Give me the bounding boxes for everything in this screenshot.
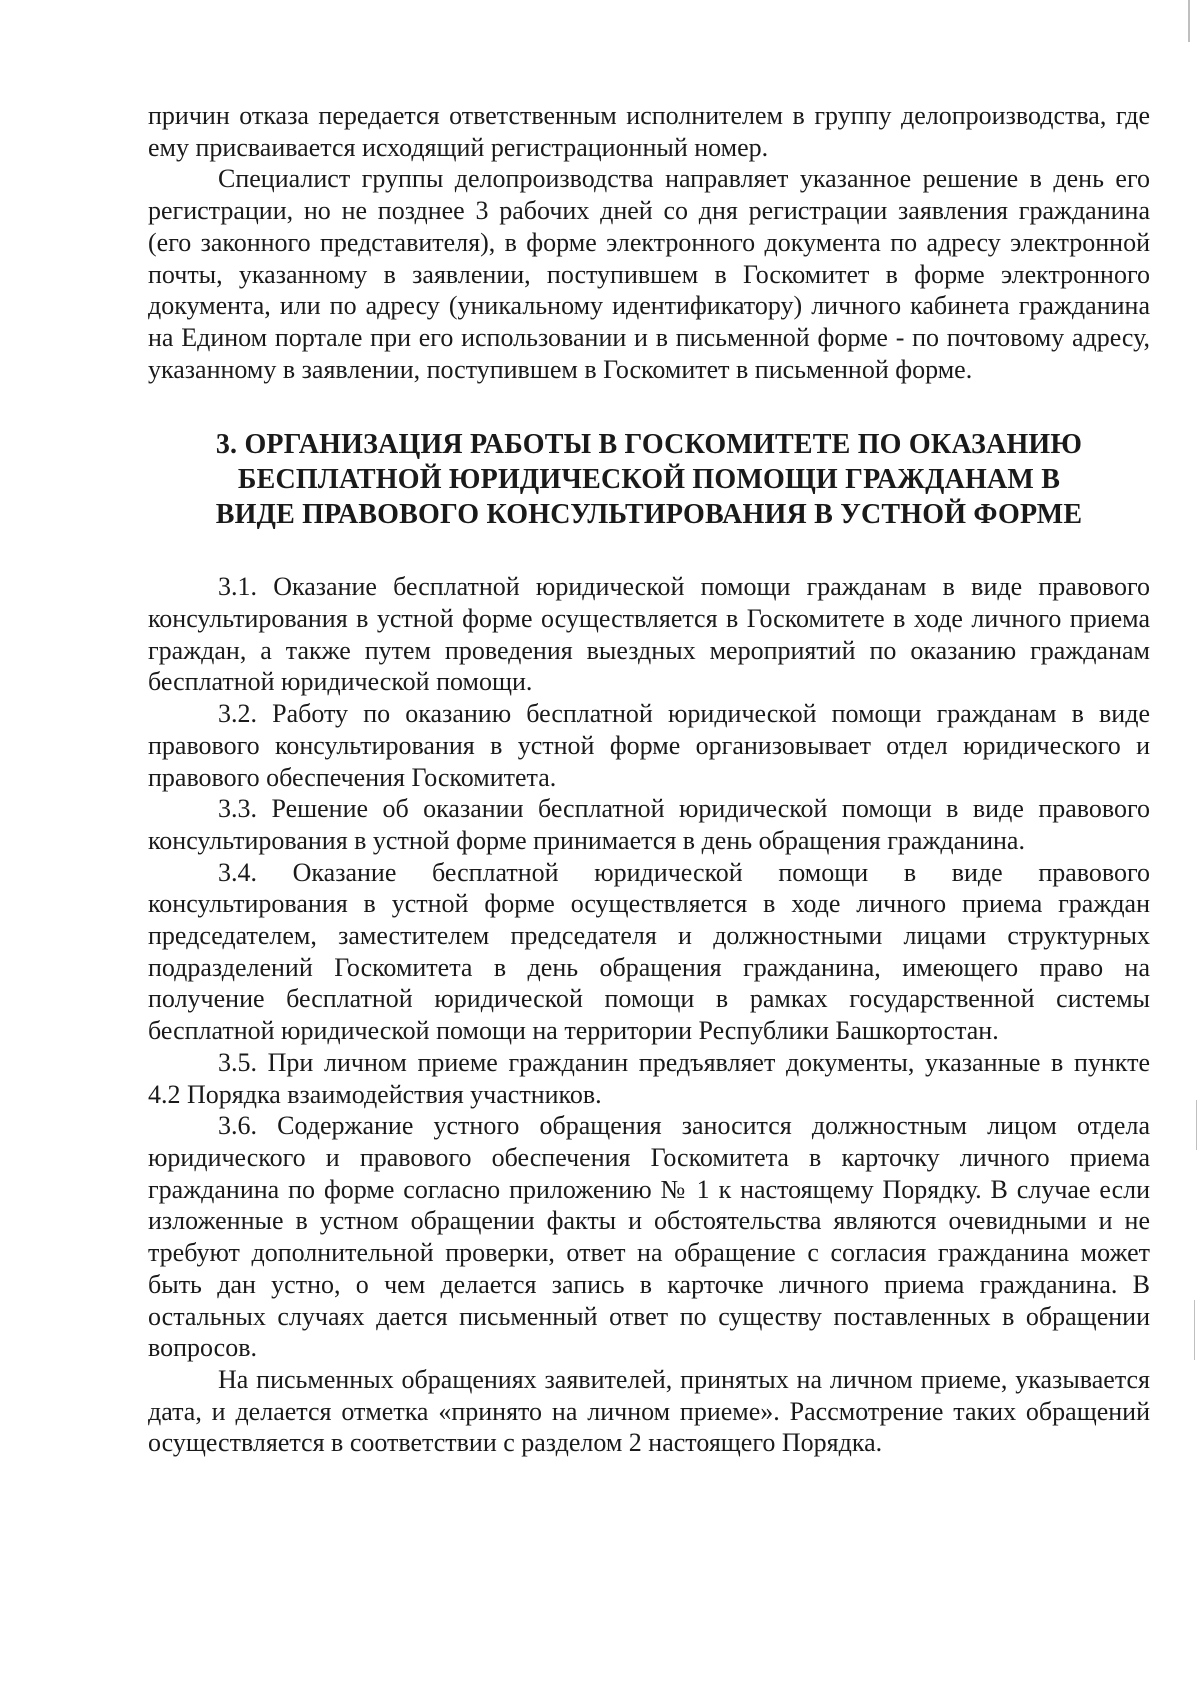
paragraph-3-1: 3.1. Оказание бесплатной юридической помощи гражданам в виде правового консультирования в устной форме осуществляется в Госкомитете в ходе личного приема граждан, а также путем проведения выездных мероприятий по оказанию гражданам бесплатной юридической помощи. <box>148 572 1150 697</box>
paragraph-final: На письменных обращениях заявителей, принятых на личном приеме, указывается дата, и делается отметка «принято на личном приеме». Рассмотрение таких обращений осуществляется в соответствии с разделом 2 настоящего Порядка. <box>148 1364 1150 1458</box>
paragraph-intro-registrar: Специалист группы делопроизводства направляет указанное решение в день его регистрации, но не позднее 3 рабочих дней со дня регистрации заявления гражданина (его законного представителя), в форме электронного документа по адресу электронной почты, указанному в заявлении, поступившем в Госкомитет в форме электронного документа, или по адресу (уникальному идентификатору) личного кабинета гражданина на Едином портале при его использовании и в письменной форме - по почтовому адресу, указанному в заявлении, поступившем в Госкомитет в письменной форме. <box>148 164 1150 384</box>
section-heading-line-1: 3. ОРГАНИЗАЦИЯ РАБОТЫ В ГОСКОМИТЕТЕ ПО ОКАЗАНИЮ <box>215 429 1083 461</box>
paragraph-3-5: 3.5. При личном приеме гражданин предъявляет документы, указанные в пункте 4.2 Порядка взаимодействия участников. <box>148 1047 1150 1109</box>
document-body <box>148 100 1150 1459</box>
scan-edge-mark <box>1196 1100 1197 1150</box>
paragraph-intro-continuation: причин отказа передается ответственным исполнителем в группу делопроизводства, где ему присваивается исходящий регистрационный номер. <box>148 101 1150 162</box>
scan-edge-mark <box>1194 1300 1195 1360</box>
section-heading-line-2: БЕСПЛАТНОЙ ЮРИДИЧЕСКОЙ ПОМОЩИ ГРАЖДАНАМ В <box>237 464 1061 496</box>
section-heading <box>148 427 1150 532</box>
paragraph-3-3: 3.3. Решение об оказании бесплатной юридической помощи в виде правового консультирования в устной форме принимается в день обращения гражданина. <box>148 794 1150 855</box>
paragraph-3-2: 3.2. Работу по оказанию бесплатной юридической помощи гражданам в виде правового консультирования в устной форме организовывает отдел юридического и правового обеспечения Госкомитета. <box>148 699 1150 792</box>
paragraph-3-4: 3.4. Оказание бесплатной юридической помощи в виде правового консультирования в устной форме осуществляется в ходе личного приема граждан председателем, заместителем председателя и должностными лицами структурных подразделений Госкомитета в день обращения гражданина, имеющего право на получение бесплатной юридической помощи в рамках государственной системы бесплатной юридической помощи на территории Республики Башкортостан. <box>148 857 1150 1046</box>
scan-edge-mark <box>1188 0 1190 42</box>
paragraph-3-6: 3.6. Содержание устного обращения заносится должностным лицом отдела юридического и правового обеспечения Госкомитета в карточку личного приема гражданина по форме согласно приложению № 1 к настоящему Порядку. В случае если изложенные в устном обращении факты и обстоятельства являются очевидными и не требуют дополнительной проверки, ответ на обращение с согласия гражданина может быть дан устно, о чем делается запись в карточке личного приема гражданина. В остальных случаях дается письменный ответ по существу поставленных в обращении вопросов. <box>148 1111 1150 1363</box>
section-heading-line-3: ВИДЕ ПРАВОВОГО КОНСУЛЬТИРОВАНИЯ В УСТНОЙ ФОРМЕ <box>215 499 1083 531</box>
